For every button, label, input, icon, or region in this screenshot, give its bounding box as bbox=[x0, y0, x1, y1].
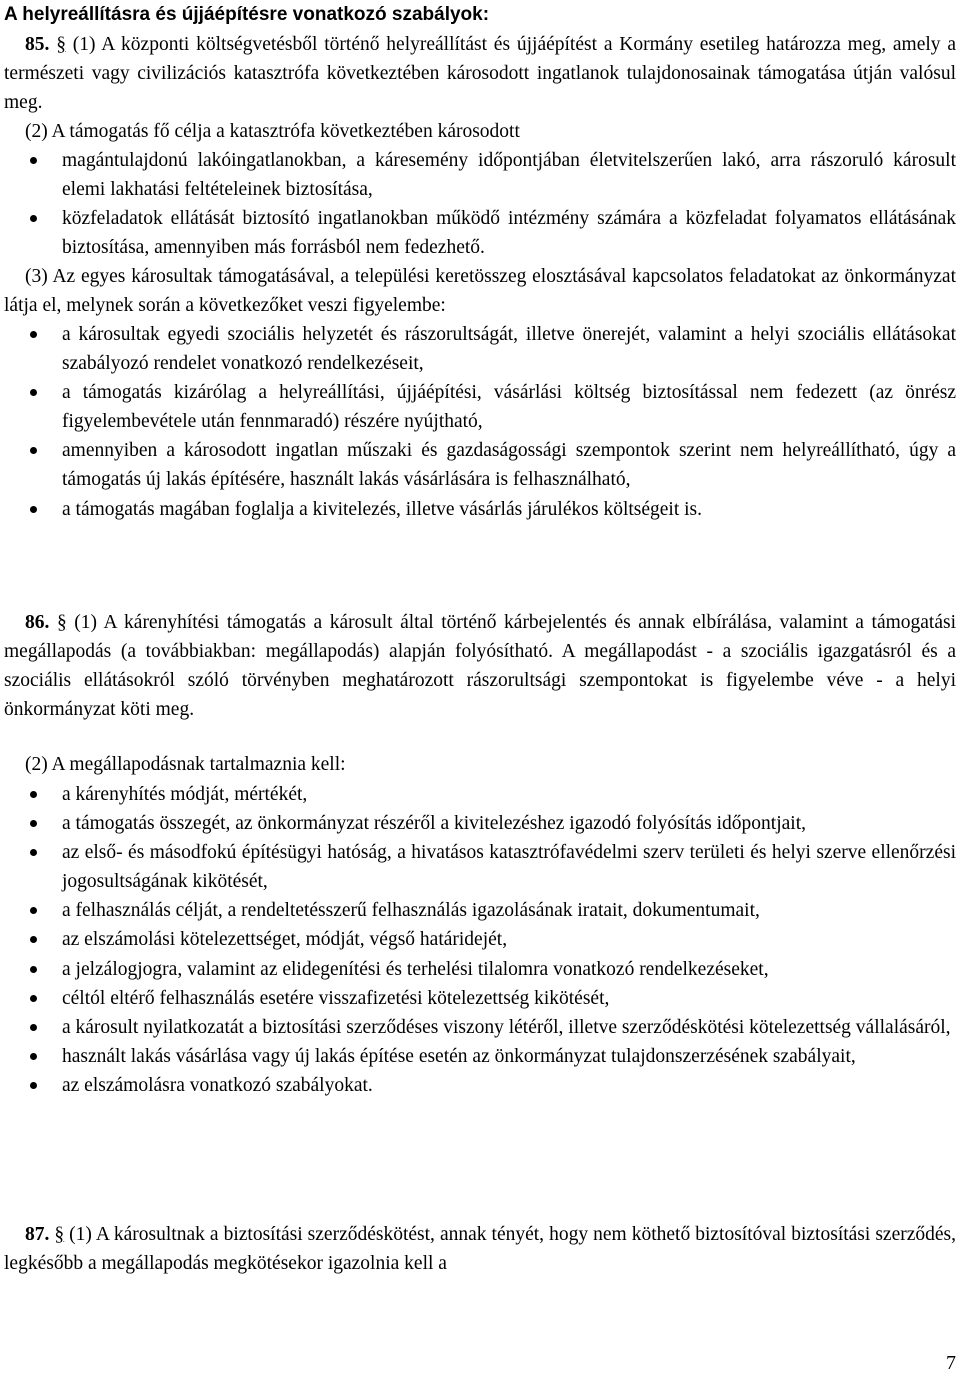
section-symbol: § bbox=[56, 612, 67, 633]
bullet-icon bbox=[30, 331, 37, 338]
paragraph-86-1 bbox=[4, 608, 956, 724]
list-item: amennyiben a károsodott ingatlan műszaki és gazdaságossági szempontok szerint nem helyreállítható, úgy a támogatás új lakás építésére, használt lakás vásárlására is felhasználható, bbox=[4, 436, 956, 494]
bullet-icon bbox=[30, 966, 37, 973]
paragraph-85-2: (2) A támogatás fő célja a katasztrófa következtében károsodott bbox=[25, 121, 520, 142]
bullet-icon bbox=[30, 1082, 37, 1089]
bullet-list-86-2 bbox=[4, 780, 956, 1100]
bullet-icon bbox=[30, 157, 37, 164]
section-heading: A helyreállításra és újjáépítésre vonatkozó szabályok: bbox=[4, 4, 490, 25]
list-item: a károsultak egyedi szociális helyzetét és rászorultságát, illetve önerejét, valamint a helyi szociális ellátásokat szabályozó rendelet vonatkozó rendelkezéseit, bbox=[4, 320, 956, 378]
list-item: az elszámolási kötelezettséget, módját, végső határidejét, bbox=[4, 925, 956, 954]
bullet-icon bbox=[30, 791, 37, 798]
paragraph-text: (1) A károsultnak a biztosítási szerződéskötést, annak tényét, hogy nem köthető biztosítóval biztosítási szerződés, legkésőbb a megállapodás megkötésekor igazolnia kell a bbox=[4, 1224, 957, 1275]
page-number: 7 bbox=[946, 1352, 956, 1374]
list-item: a károsult nyilatkozatát a biztosítási szerződéses viszony létéről, illetve szerződéskötési kötelezettség vállalásáról, bbox=[4, 1013, 956, 1042]
bullet-list-85-3 bbox=[4, 320, 956, 524]
list-item: a támogatás kizárólag a helyreállítási, újjáépítési, vásárlási költség biztosítással nem fedezett (az önrész figyelembevétele után fennmaradó) részére nyújtható, bbox=[4, 378, 956, 436]
bullet-icon bbox=[30, 506, 37, 513]
bullet-icon bbox=[30, 1024, 37, 1031]
section-symbol: § bbox=[56, 34, 66, 55]
bullet-icon bbox=[30, 447, 37, 454]
list-item: a felhasználás célját, a rendeltetésszerű felhasználás igazolásának iratait, dokumentumait, bbox=[4, 896, 956, 925]
list-item: az első- és másodfokú építésügyi hatóság, a hivatásos katasztrófavédelmi szerv területi és helyi szerve ellenőrzési jogosultságának kikötését, bbox=[4, 838, 956, 896]
bullet-icon bbox=[30, 907, 37, 914]
list-item: a kárenyhítés módját, mértékét, bbox=[4, 780, 956, 809]
paragraph-85-1 bbox=[4, 30, 956, 117]
article-number: 85. bbox=[25, 34, 50, 55]
list-item: céltól eltérő felhasználás esetére visszafizetési kötelezettség kikötését, bbox=[4, 984, 956, 1013]
list-item: használt lakás vásárlása vagy új lakás építése esetén az önkormányzat tulajdonszerzésének szabályait, bbox=[4, 1042, 956, 1071]
article-number: 87. bbox=[25, 1224, 50, 1245]
paragraph-text: (1) A központi költségvetésből történő helyreállítást és újjáépítést a Kormány esetileg határozza meg, amely a természeti vagy civilizációs katasztrófa következtében károsodott ingatlanok tulajdonosainak támogatása útján valósul meg. bbox=[4, 34, 957, 114]
bullet-icon bbox=[30, 849, 37, 856]
bullet-icon bbox=[30, 995, 37, 1002]
list-item: a támogatás összegét, az önkormányzat részéről a kivitelezéshez igazodó folyósítás időpontjait, bbox=[4, 809, 956, 838]
list-item: az elszámolásra vonatkozó szabályokat. bbox=[4, 1071, 956, 1100]
bullet-icon bbox=[30, 936, 37, 943]
article-number: 86. bbox=[25, 612, 50, 633]
section-symbol: § bbox=[54, 1224, 65, 1245]
bullet-list-85-2 bbox=[4, 146, 956, 262]
bullet-icon bbox=[30, 389, 37, 396]
paragraph-87-1 bbox=[4, 1220, 956, 1278]
bullet-icon bbox=[30, 820, 37, 827]
list-item: a támogatás magában foglalja a kivitelezés, illetve vásárlás járulékos költségeit is. bbox=[4, 495, 956, 524]
bullet-icon bbox=[30, 215, 37, 222]
paragraph-85-3: (3) Az egyes károsultak támogatásával, a települési keretösszeg elosztásával kapcsolatos feladatokat az önkormányzat látja el, melynek során a következőket veszi figyelembe: bbox=[4, 266, 956, 317]
list-item: magántulajdonú lakóingatlanokban, a káresemény időpontjában életvitelszerűen lakó, arra rászoruló károsult elemi lakhatási feltételeinek biztosítása, bbox=[4, 146, 956, 204]
paragraph-text: (1) A kárenyhítési támogatás a károsult által történő kárbejelentés és annak elbírálása, valamint a támogatási megállapodás (a továbbiakban: megállapodás) alapján folyósítható. A megállapodást - a szociális igazgatásról és a szociális ellátásokról szóló törvényben meghatározott rászorultsági szempontokat is figyelembe véve - a helyi önkormányzat köti meg. bbox=[4, 612, 957, 721]
list-item: közfeladatok ellátását biztosító ingatlanokban működő intézmény számára a közfeladat folyamatos ellátásának biztosítása, amennyiben más forrásból nem fedezhető. bbox=[4, 204, 956, 262]
paragraph-86-2: (2) A megállapodásnak tartalmaznia kell: bbox=[25, 754, 346, 775]
bullet-icon bbox=[30, 1053, 37, 1060]
list-item: a jelzálogjogra, valamint az elidegenítési és terhelési tilalomra vonatkozó rendelkezéseket, bbox=[4, 955, 956, 984]
